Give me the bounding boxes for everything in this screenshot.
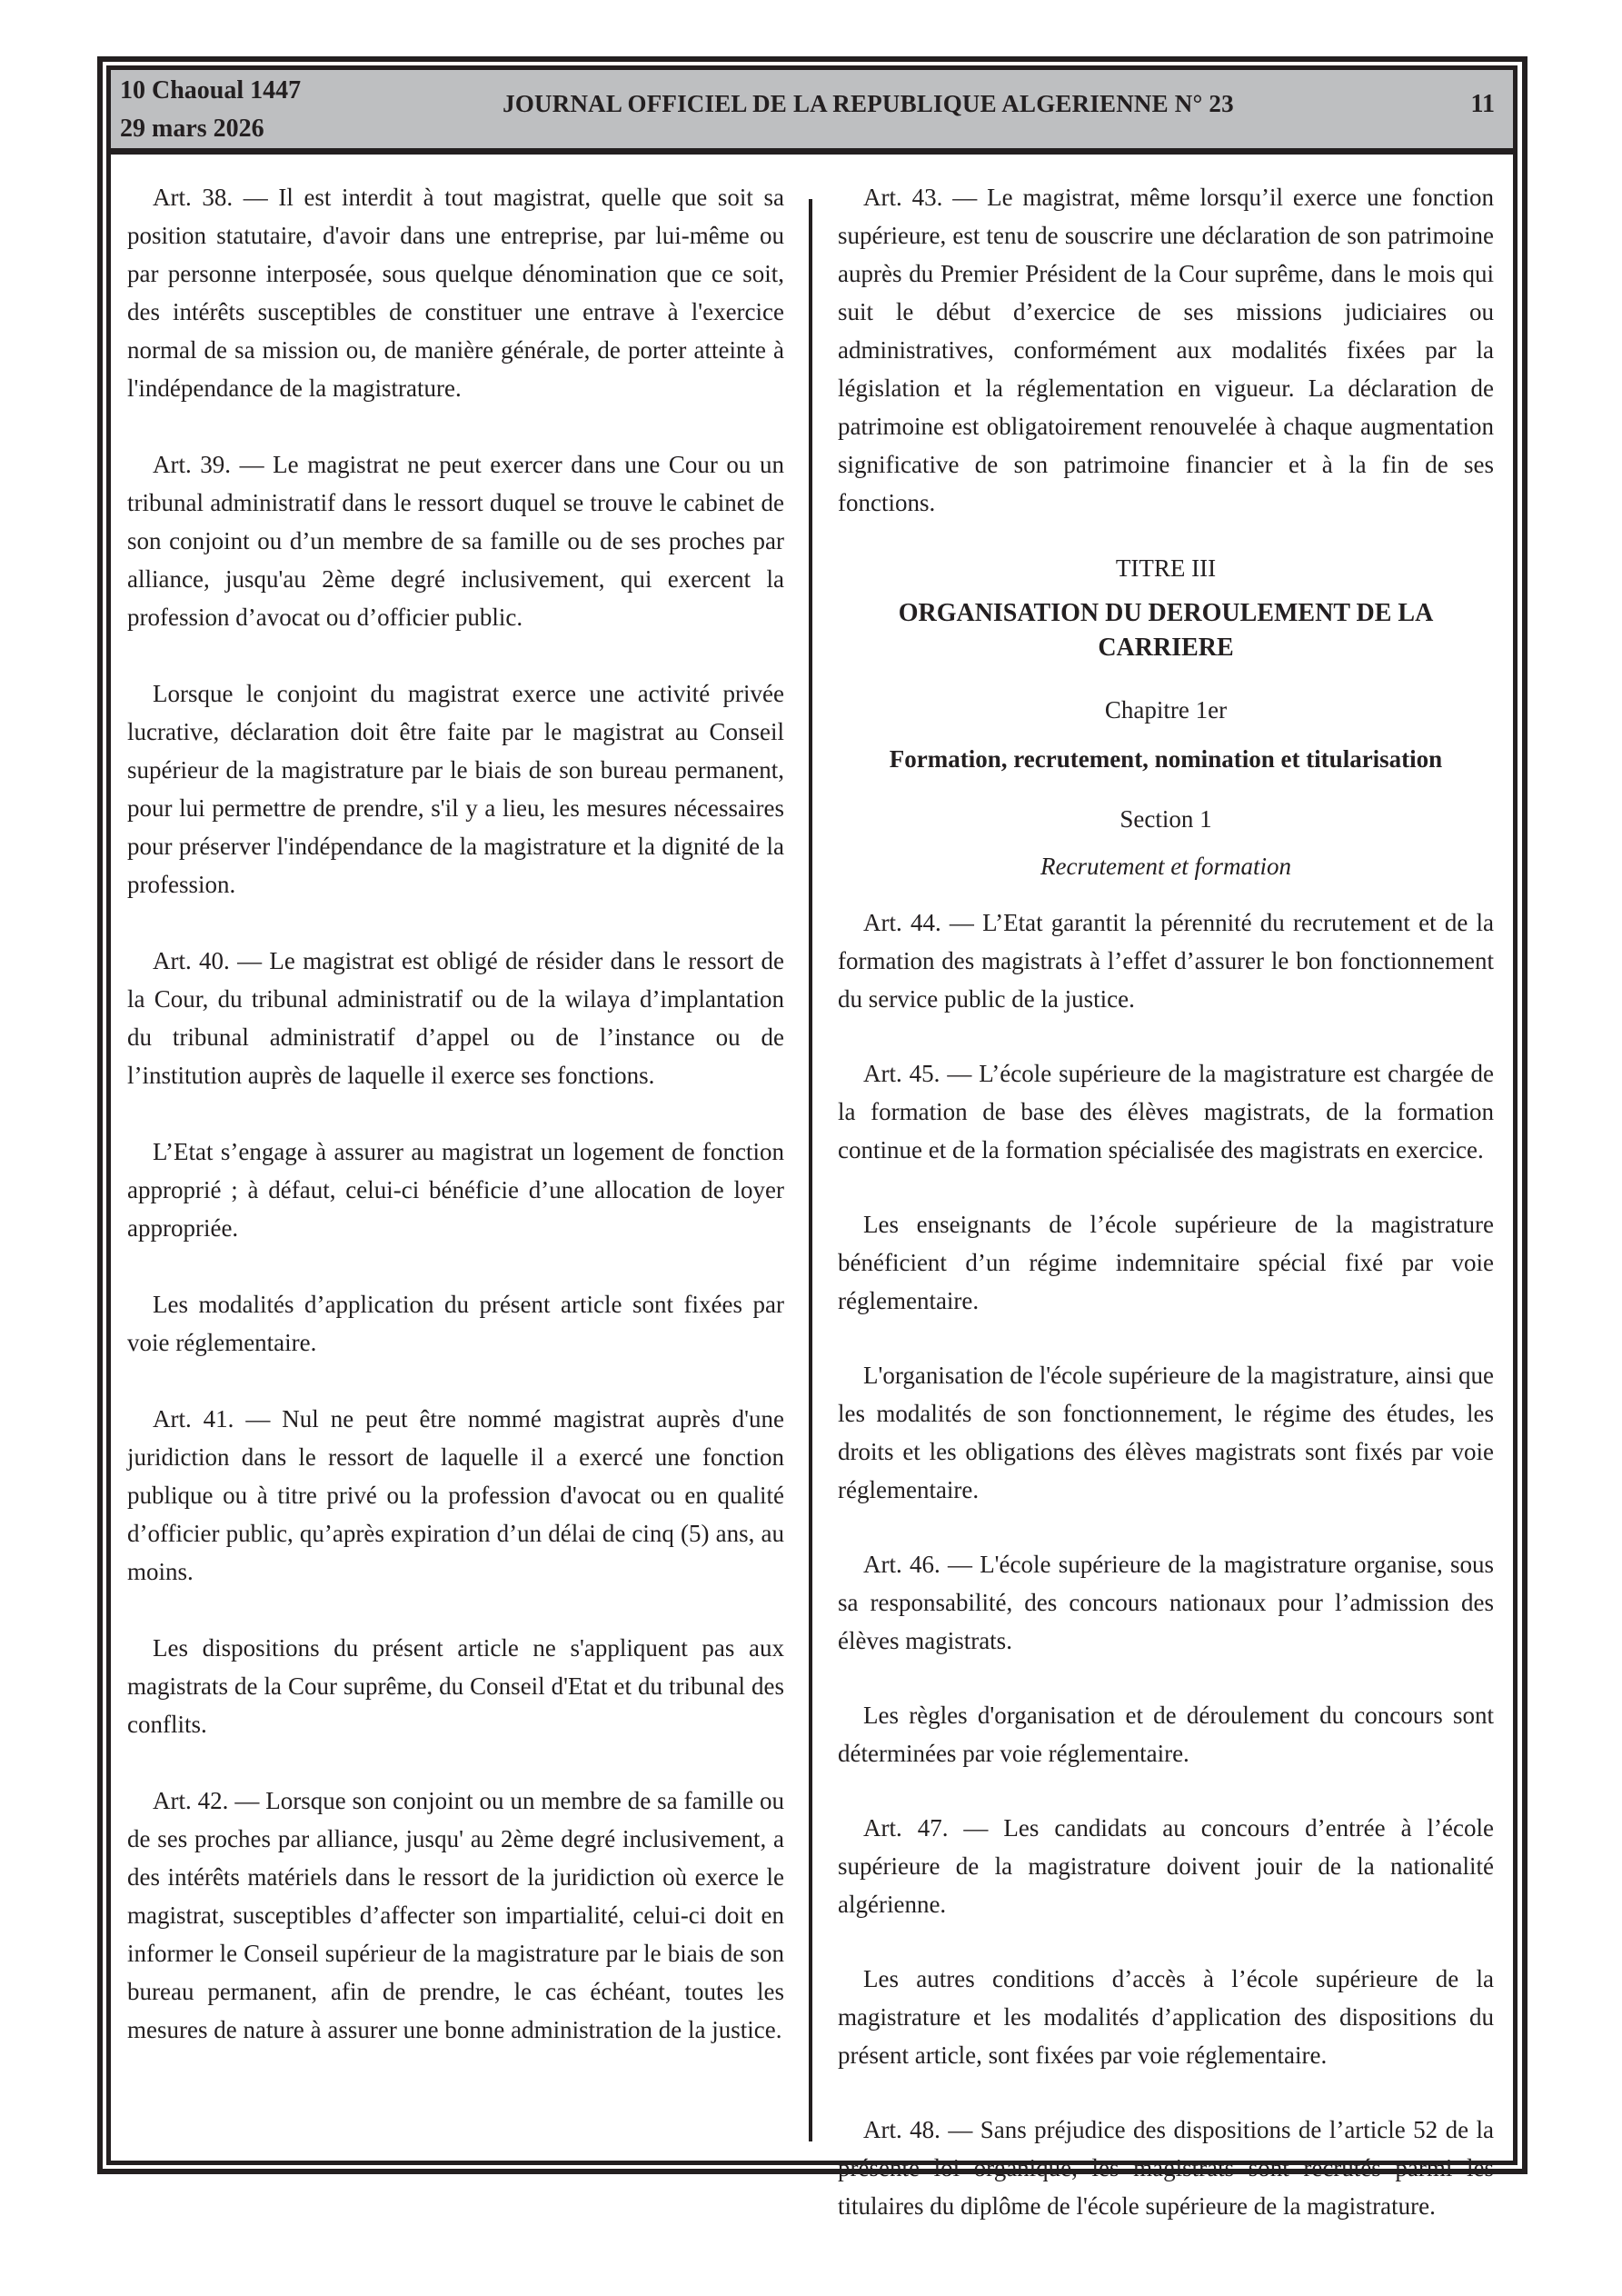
titre-heading: ORGANISATION DU DEROULEMENT DE LA CARRIERE xyxy=(898,599,1434,662)
journal-title xyxy=(111,90,1513,118)
article-46-paragraph-2: Les règles d'organisation et de déroulement du concours sont déterminées par voie réglementaire. xyxy=(838,1702,1494,1767)
article-45-paragraph-3: L'organisation de l'école supérieure de la magistrature, ainsi que les modalités de son fonctionnement, le régime des études, les droits et les obligations des élèves magistrats sont fixés par voie réglementaire. xyxy=(838,1362,1494,1503)
article-47: Art. 47. — Les candidats au concours d’entrée à l’école supérieure de la magistrature doivent jouir de la nationalité algérienne. xyxy=(838,1814,1494,1918)
chapitre-heading: Formation, recrutement, nomination et titularisation xyxy=(889,745,1443,773)
gregorian-date: 29 mars 2026 xyxy=(120,115,264,143)
article-41: Art. 41. — Nul ne peut être nommé magistrat auprès d'une juridiction dans le ressort de laquelle il a exercé une fonction publique ou à titre privé ou la profession d'avocat ou en qualité d’officier public, qu’après expiration d’un délai de cinq (5) ans, au moins. xyxy=(127,1405,784,1585)
article-42: Art. 42. — Lorsque son conjoint ou un membre de sa famille ou de ses proches par alliance, jusqu' au 2ème degré inclusivement, a des intérêts matériels dans le ressort de la juridiction où exerce le magistrat, susceptibles d’affecter son impartialité, celui-ci doit en informer le Conseil supérieur de la magistrature par le biais de son bureau permanent, afin de prendre, le cas échéant, toutes les mesures de nature à assurer une bonne administration de la justice. xyxy=(127,1787,784,2043)
column-divider xyxy=(809,199,812,2141)
article-44: Art. 44. — L’Etat garantit la pérennité du recrutement et de la formation des magistrats à l’effet d’assurer le bon fonctionnement du service public de la justice. xyxy=(838,909,1494,1013)
article-43: Art. 43. — Le magistrat, même lorsqu’il exerce une fonction supérieure, est tenu de souscrire une déclaration de son patrimoine auprès du Premier Président de la Cour suprême, dans le mois qui suit le début d’exercice de ses missions judiciaires ou administratives, conformément aux modalités fixées par la législation et la réglementation en vigueur. La déclaration de patrimoine est obligatoirement renouvelée à chaque augmentation significative de son patrimoine financier et à la fin de ses fonctions. xyxy=(838,184,1494,516)
left-column xyxy=(127,178,784,2087)
article-46: Art. 46. — L'école supérieure de la magistrature organise, sous sa responsabilité, des concours nationaux pour l’admission des élèves magistrats. xyxy=(838,1551,1494,1654)
article-40: Art. 40. — Le magistrat est obligé de résider dans le ressort de la Cour, du tribunal administratif ou de la wilaya d’implantation du tribunal administratif d’appel ou de l’instance ou de l’institution auprès de laquelle il exerce ses fonctions. xyxy=(127,947,784,1089)
article-48: Art. 48. — Sans préjudice des dispositions de l’article 52 de la présente loi organique, les magistrats sont recrutés parmi les titulaires du diplôme de l'école supérieure de la magistrature. xyxy=(838,2116,1494,2220)
section-heading: Recrutement et formation xyxy=(1040,853,1291,880)
article-45-paragraph-2: Les enseignants de l’école supérieure de la magistrature bénéficient d’un régime indemnitaire spécial fixé par voie réglementaire. xyxy=(838,1211,1494,1314)
article-38: Art. 38. — Il est interdit à tout magistrat, quelle que soit sa position statutaire, d'avoir dans une entreprise, par lui-même ou par personne interposée, sous quelque dénomination que ce soit, des intérêts susceptibles de constituer une entrave à l'exercice normal de sa mission ou, de manière générale, de porter atteinte à l'indépendance de la magistrature. xyxy=(127,184,784,402)
article-40-paragraph-2: L’Etat s’engage à assurer au magistrat un logement de fonction approprié ; à défaut, celui-ci bénéficie d’une allocation de loyer appropriée. xyxy=(127,1138,784,1242)
article-45: Art. 45. — L’école supérieure de la magistrature est chargée de la formation de base des élèves magistrats, de la formation continue et de la formation spécialisée des magistrats en exercice. xyxy=(838,1060,1494,1163)
page-number: 11 xyxy=(1470,90,1495,118)
titre-label: TITRE III xyxy=(1115,554,1217,582)
article-47-paragraph-2: Les autres conditions d’accès à l’école supérieure de la magistrature et les modalités d’application des dispositions du présent article, sont fixées par voie réglementaire. xyxy=(838,1965,1494,2069)
article-39: Art. 39. — Le magistrat ne peut exercer dans une Cour ou un tribunal administratif dans le ressort duquel se trouve le cabinet de son conjoint ou d’un membre de sa famille ou de ses proches par alliance, jusqu'au 2ème degré inclusivement, qui exercent la profession d’avocat ou d’officier public. xyxy=(127,451,784,631)
journal-header xyxy=(111,70,1513,155)
article-40-paragraph-3: Les modalités d’application du présent article sont fixées par voie réglementaire. xyxy=(127,1291,784,1356)
article-39-paragraph-2: Lorsque le conjoint du magistrat exerce une activité privée lucrative, déclaration doit être faite par le magistrat au Conseil supérieur de la magistrature par le biais de son bureau permanent, pour lui permettre de prendre, s'il y a lieu, les mesures nécessaires pour préserver l'indépendance de la magistrature et la dignité de la profession. xyxy=(127,680,784,898)
hijri-date: 10 Chaoual 1447 xyxy=(120,76,302,105)
right-column xyxy=(838,178,1494,2263)
article-41-paragraph-2: Les dispositions du présent article ne s'appliquent pas aux magistrats de la Cour suprême, du Conseil d'Etat et du tribunal des conflits. xyxy=(127,1634,784,1738)
chapitre-label: Chapitre 1er xyxy=(1104,696,1228,724)
section-label: Section 1 xyxy=(1119,805,1212,833)
journal-title-text: JOURNAL OFFICIEL DE LA REPUBLIQUE ALGERIENNE N° 23 xyxy=(503,90,1234,117)
